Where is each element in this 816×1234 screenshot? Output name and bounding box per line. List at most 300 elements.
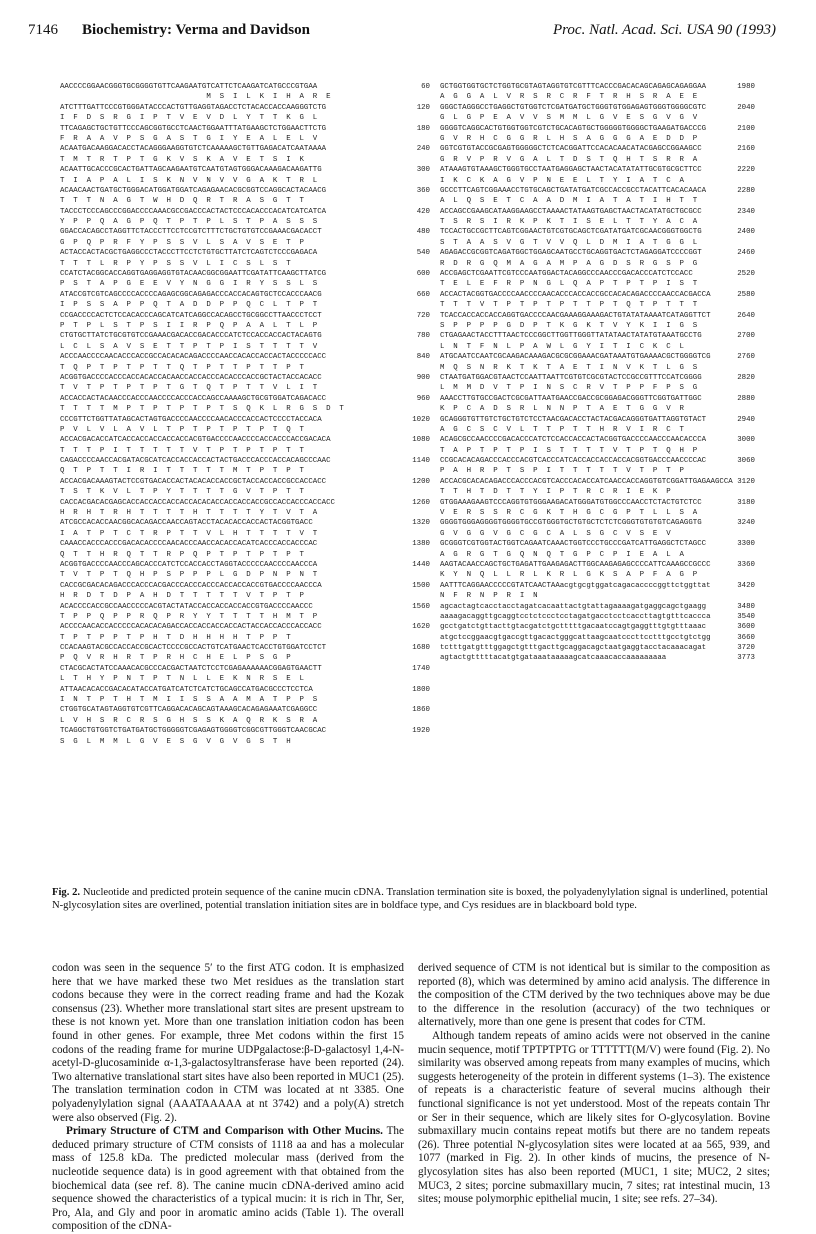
sequence-row [60,705,430,715]
sequence-text: ACAGCGCCAACCCCGACACCCATCTCCACCACCACTACGGTGACCCCAACCCAACACCCA [440,436,707,445]
sequence-text: CCACAAGTACGCCACCACCGCACTCCCCGCCACTGTCATGAACTCACCTGTGGATCCTCT [60,644,327,653]
sequence-row [440,300,755,310]
paragraph: codon was seen in the sequence 5′ to the first ATG codon. It is emphasized here that we have marked these two Met residues as the translation start codons because they were in the correct reading frame and had the Kozak consensus (23). Whether more translational start sites are present upstream to these is not known yet. More than one translation initiation codon has been found in other genes. For example, three Met codons within the first 15 codons of the reading frame for murine UDPgalactose:β-D-galactosyl 1,4-N-acetyl-D-glucosaminide α-1,3-galactosyltransferase have been reported (24). Two alternative translational start sites have also been reported in MUC1 (25). The translation termination codon in CTM was located at nt 3385. One polyadenylylation signal (AAATAAAAA at nt 3742) and a poly(A) stretch were also observed (Fig. 2). [52,962,404,1124]
section-heading: Primary Structure of CTM and Comparison with Other Mucins. [66,1125,383,1138]
sequence-row [440,155,755,165]
sequence-row [440,331,755,341]
sequence-text: ACCACCACTACAACCCACCCAACCCCACCCACCAGCCAAAAGCTGCGTGGATCAGACACC [60,394,327,403]
position-number: 2400 [737,228,755,237]
sequence-text: P V L V L A V L T P T P T P T P T Q T [60,425,304,434]
sequence-row [60,622,430,632]
sequence-text: A G G A L V R S R C R F T R H S R A E E [440,93,698,102]
sequence-row [440,570,755,580]
sequence-row [440,487,755,497]
sequence-text: T E L E F R P N G L Q A P T P T P I S T [440,280,698,289]
sequence-text: T T T L R P Y P S S V L I C S L S T [60,259,291,268]
sequence-row [60,383,430,393]
sequence-row [60,363,430,373]
sequence-text: ATCGCCACACCAACGGCACAGACCAACCAGTACCTACACACCACCACTACGGTGACC [60,519,313,528]
sequence-row [60,508,430,518]
sequence-row [60,581,430,591]
sequence-text: M S I L K I H A R E [60,93,331,102]
sequence-text: TTCAGAGCTGCTGTTCCCAGCGGTGCCTCAACTGGAATTTATGAAGCTCTGGAACTTCTG [60,124,327,133]
running-title: Biochemistry: Verma and Davidson [82,22,310,38]
sequence-row [440,415,755,425]
sequence-row [440,373,755,383]
sequence-row [440,196,755,206]
sequence-row [60,155,430,165]
sequence-row [440,508,755,518]
sequence-row [440,227,755,237]
sequence-text: T P T P P T P H T D H H H H T P P T [60,633,291,642]
position-number: 1800 [412,685,430,694]
sequence-row [60,643,430,653]
sequence-row [440,279,755,289]
sequence-text: ACTACCACTACGCTGAGGCCCTACCCTTCCTCTGTGCTTATCTCAGTCTCCCGAGACA [60,249,318,258]
sequence-text: GGTCGTGTACCGCGAGTGGGGGCTCTCACGGATTCCACACAACATACGAGCCGGAAGCC [440,145,702,154]
sequence-text: GGGCTAGGGCCTGAGGCTGTGGTCTCGATGATGCTGGGTGTGGAGAGTGGGTGGGGCGTC [440,103,707,112]
sequence-text: CCATCTACGGCACCAGGTGAGGAGGTGTACAACGGCGGAATTCGATATTCAAGCTTATCG [60,270,327,279]
sequence-text: AACCCCGGAACGGGTGCGGGGTGTTCAAGAATGTCATTCTCAAGATCATGCCCGTGAA [60,83,318,91]
sequence-text: TCACCACCACCACCAGGTGACCCCAACGAAAGGAAAGACTGTATATAAAATCATAGGTTCT [440,311,711,320]
sequence-text: GGGGTCAGGCACTGTGGTGGTCGTCTGCACAGTGCTGGGGGTGGGGCTGAAGATGACCCG [440,124,707,133]
page-header [28,22,776,42]
sequence-text: AAACCTTGTGCCGACTCGCGATTAATGAACCGACCGCGGAGACGGGTTCGGTGATTGGC [440,394,702,403]
position-number: 2280 [737,186,755,195]
sequence-row [60,425,430,435]
sequence-row [60,653,430,663]
paragraph: derived sequence of CTM is not identical but is similar to the composition as reported (8), which was determined by amino acid analysis. The difference in the composition of the CTM derived by the two techniques above may be due to the difference in the resolution (accuracy) of the two techniques or alternatively, more than one gene is present that codes for CTM. [418,962,770,1029]
sequence-text: L T H Y P N T P T N L L E K N R S E L [60,675,304,684]
position-number: 3540 [737,612,755,621]
sequence-row [440,550,755,560]
sequence-text: agtactgtttttacatgtgataaataaaaagcatcaaacaccaaaaaaaaa [440,654,667,663]
sequence-row [60,591,430,601]
sequence-text: A G C S C V L T T P T T H R V I R C T [440,425,684,434]
sequence-row [440,248,755,258]
sequence-text: A G R G T G Q N Q T G P C P I E A L A [440,550,684,559]
sequence-text: T I A P A L I S K N V N V V G A K T R L [60,176,318,185]
position-number: 1020 [412,415,430,424]
position-number: 180 [416,124,430,133]
sequence-row [60,726,430,736]
position-number: 1560 [412,602,430,611]
sequence-text: H R H T R H T T T T H T T T T Y T V T A [60,509,318,518]
sequence-row [440,176,755,186]
sequence-text: ATCTTTGATTCCCGTGGGATACCCACTGTTGAGGTAGACCTCTACACCACCAAGGGTCTG [60,103,327,112]
sequence-row [60,466,430,476]
sequence-text: S G L M M L G V E S G V G V G S T H [60,737,291,746]
sequence-row [440,217,755,227]
sequence-row [60,269,430,279]
position-number: 1980 [737,83,755,91]
sequence-row [60,124,430,134]
sequence-text: TACCCTCCCAGCCCGGACCCCAAACGCCGACCCACTACTCCCACACCCACATCATCATCA [60,207,327,216]
sequence-row [60,290,430,300]
position-number: 1860 [412,706,430,715]
sequence-row [60,539,430,549]
position-number: 3060 [737,457,755,466]
sequence-text: GCGGGTCGTGGTACTGGTCAGAATCAAACTGGTCCCTGCCCGATCATTGAGGCTCTAGCC [440,540,707,549]
sequence-row [60,602,430,612]
sequence-text: T S T K V L T P Y T T T T G V T P T T [60,488,304,497]
sequence-row [60,612,430,622]
position-number: 720 [416,311,430,320]
sequence-text: V E R S S R C G K T H G C G P T L L S A [440,509,698,518]
sequence-text: T V T P T Q H P S P P P L G D P N P N T [60,571,318,580]
sequence-text: T T H T D T T Y I P T R C R I E K P [440,488,671,497]
sequence-text: P A H R P T S P I T T T T T V T P T P [440,467,684,476]
sequence-row [60,134,430,144]
sequence-text: S P P P P G D P T K G K T V Y K I I G S [440,321,698,330]
sequence-row [440,238,755,248]
sequence-row [440,352,755,362]
sequence-text: ACGGTGACCCCACCCACCACACCACAACCACCACCCACACCCACCGCTACTACCACACC [60,373,322,382]
sequence-text: T T T N A G T W H D Q R T R A S G T T [60,197,304,206]
sequence-row [440,435,755,445]
sequence-text: G V R H C G G R L H S A G G G A E D D P [440,134,698,143]
position-number: 3300 [737,540,755,549]
sequence-row [60,217,430,227]
sequence-text: AAGTACAACCAGCTGCTGAGATTGAAGAGACTTGGCAAGAGAGCCCCATTCAAAGCCGCCC [440,560,711,569]
sequence-text: ACCCCAACACCACCCCCACACACAGACCACCACCACCACCACTACCACCACCCACCACC [60,623,322,632]
sequence-row [440,269,755,279]
sequence-row [60,685,430,695]
sequence-text: CTAATGATGGACGTAACTCCAATTAATTCGTGTCGCGTACTCCGCCGTTTCCATCGGGG [440,373,702,382]
sequence-text: F R A A V P S G A S T G I Y E A L E L V [60,134,318,143]
sequence-text: CAGACCCCAACCACGATACGCATCACCACCACCACTACTGACCCACCCACCACAGCCCAAC [60,457,331,466]
sequence-row [60,311,430,321]
sequence-row [60,113,430,123]
sequence-text: CCGCACACAGACCCACCCACGTCACCCATCACCACCACCACCACGGTGACCCAACCCCAC [440,457,707,466]
sequence-row [440,446,755,456]
sequence-row [440,425,755,435]
sequence-text: gcctgatctgttacttgtacgatctgctttttgacaatccagtgaggtttgtgtttaaac [440,623,707,632]
sequence-text: K P C A D S R L N N P T A E T G G V R [440,405,684,414]
sequence-text: tctttgatgtttggagctgtttgacttgcaggacagctaatgaggtacctacaaacagat [440,644,707,653]
sequence-text: CTGGTGCATAGTAGGTGTCGTTCAGGACACAGCAGTAAAGCACAGAGAAATCGAGGCC [60,706,318,715]
sequence-text: ACACCCCACCGCCAACCCCCACGTACTATACCACCACCACCACCGTGACCCCAACCC [60,602,313,611]
position-number: 300 [416,166,430,175]
position-number: 420 [416,207,430,216]
sequence-text: aaaagacaggttgcaggtcctctccctcctagatgacctcctcaccttagtgtttcaccca [440,612,711,621]
sequence-row [440,363,755,373]
sequence-row [60,550,430,560]
position-number: 3720 [737,644,755,653]
body-column-right [418,962,770,1207]
paragraph: Although tandem repeats of amino acids were not observed in the canine mucin sequence, motif TPTPTPTG or TTTTTT(M/V) were found (Fig. 2). No similarity was observed among repeats from many examples of mucins, which suggests heterogeneity of the protein in different systems (1–3). The existence of repeats is a characteristic feature of several mucins although their functional significance is not yet understood. Most of the repeats contain Thr or Ser in their sequence, which are likely sites for O-glycosylation. Bovine submaxillary mucin contains repeat motifs but there are no tandem repeats (26). Three potential N-glycosylation sites were located at aa 565, 939, and 1077 (marked in Fig. 2). In other kinds of mucins, the presence of N-glycosylation sites has also been reported (MUC1, 1 site; MUC2, 2 sites; MUC3, 2 sites; porcine submaxillary mucin, 7 sites; rat intestinal mucin, 13 sites; mouse polymorphic epithelial mucin, 1 site; see refs. 27–34). [418,1029,770,1206]
position-number: 3180 [737,498,755,507]
position-number: 3360 [737,560,755,569]
sequence-row [60,570,430,580]
sequence-text: ACCGAGCTCGAATTCGTCCCAATGGACTACAGGCCCAACCCGACACCCATCTCCACC [440,270,693,279]
sequence-text: L V H S R C R S G H S S K A Q R K S R A [60,716,318,725]
sequence-text: GGGGTGGGAGGGGTGGGGTGCCGTGGGTGCTGTGCTCTCTCGGGTGTGTGTCAGAGGTG [440,519,702,528]
sequence-row [440,134,755,144]
sequence-row [60,186,430,196]
sequence-text: I F D S R G I P T V E V D L Y T T K G L [60,114,318,123]
sequence-text: CACCACGACACGAGCACCACCACCACCACCACACACCACCACCACCGCCACCACCCACCACC [60,498,335,507]
sequence-row [60,498,430,508]
sequence-text: Q T T H R Q T T R P Q P T P T P T P T [60,550,304,559]
position-number: 1500 [412,581,430,590]
sequence-row [60,664,430,674]
sequence-text: H R D T D P A H D T T T T T V T P T P [60,592,304,601]
sequence-text: L C L S A V S E T T P T P I S T T T T V [60,342,318,351]
sequence-text: atgctccggaacgtgaccgttgacactgggcattaagcaatcccttcctttgcctgtctgg [440,633,711,642]
sequence-row [440,165,755,175]
sequence-text: ACCACGACAAAGTACTCCGTGACACCACTACACACCACCGCTACCACCACCGCCACCACC [60,477,327,486]
sequence-text: ATGCAATCCAATCGCAAGACAAAGACGCGCGGAAACGATAAATGTGAAAACGCTGGGGTCG [440,353,711,362]
sequence-row [440,477,755,487]
sequence-row [60,300,430,310]
position-number: 240 [416,145,430,154]
sequence-text: S T A A S V G T V V Q L D M I A T G G L [440,238,698,247]
sequence-row [60,176,430,186]
position-number: 540 [416,249,430,258]
sequence-row [60,165,430,175]
sequence-text: ATAAAGTGTAAAGCTGGGTGCCTAATGAGGAGCTAACTACATATATTGCGTGCGCTTCC [440,166,702,175]
position-number: 2220 [737,166,755,175]
sequence-text: T A P T P T P I S T T T T V T P T Q H P [440,446,698,455]
position-number: 3660 [737,633,755,642]
sequence-text: AATTTCAGGAACCCCCGTATCAACTAAacgtgcgtggatcagacaccccggttctggttat [440,581,711,590]
sequence-text: AGAGACCGCGGTCAGATGGCTGGAGCAATGCCTGCAGGTGACTCTAGAGGATCCCCGGT [440,249,702,258]
sequence-text: L M M D V T P I N S C R V T P P F P S G [440,384,698,393]
sequence-text: I A T P T C T R P T T V L H T T T T V T [60,529,318,538]
sequence-text: CACCGCGACACAGACCCACCCACGACCCACCCACCCACCACCACCGTGACCCCAACCCA [60,581,322,590]
sequence-row [60,227,430,237]
sequence-text: P T P L S T P S I I R P Q P A A L T L P [60,321,318,330]
position-number: 2820 [737,373,755,382]
sequence-row [60,415,430,425]
sequence-text: ACAATGACAAGGACACCTACAGGGAAGGTGTCTCAAAAAGCTGTTGAGACATCAATAAAA [60,145,327,154]
sequence-row [440,92,755,102]
sequence-row [60,82,430,92]
position-number: 3000 [737,436,755,445]
sequence-row [60,695,430,705]
sequence-row [440,539,755,549]
sequence-row [60,716,430,726]
sequence-text: ACCCAACCCCAACACCCACCGCCACACACAGACCCCAACCACACCACCACTACCCCCACC [60,353,327,362]
position-number: 780 [416,332,430,341]
position-number: 2460 [737,249,755,258]
position-number: 2520 [737,270,755,279]
sequence-row [440,259,755,269]
sequence-text: GCTGGTGGTGCTCTGGTGCGTAGTAGGTGTCGTTTCACCCGACACAGCAGAGCAGAGGAA [440,83,707,91]
sequence-text: Y P P Q A G P Q T P T P L S T P A S S S [60,218,318,227]
sequence-row [60,103,430,113]
sequence-row [60,404,430,414]
position-number: 2580 [737,290,755,299]
sequence-row [440,113,755,123]
position-number: 1920 [412,727,430,736]
sequence-row [60,487,430,497]
sequence-column-right [440,82,755,664]
position-number: 960 [416,394,430,403]
sequence-text: N F R N P R I N [440,592,538,601]
sequence-row [440,404,755,414]
position-number: 3240 [737,519,755,528]
sequence-row [60,238,430,248]
sequence-row [60,144,430,154]
sequence-text: CCGACCCCACTCTCCACACCCAGCATCATCAGGCCACAGCCTGCGGCCTTAACCCTCCT [60,311,322,320]
position-number: 1080 [412,436,430,445]
position-number: 1140 [412,457,430,466]
sequence-row [440,186,755,196]
sequence-text: GTGGAAAGAAGTCCCAGGTGTGGGAAGACATGGGATGTGGCCCAACCTCTACTGTCTCC [440,498,702,507]
sequence-text: ACAACAACTGATGCTGGGACATGGATGGATCAGAGAACACGCGGTCCAGGCACTACAACG [60,186,327,195]
position-number: 1440 [412,560,430,569]
sequence-text: ACAATTGCACCCGCACTGATTAGCAAGAATGTCAATGTAGTGGGACAAAGACAAGATTG [60,166,322,175]
position-number: 1680 [412,644,430,653]
sequence-row [440,207,755,217]
sequence-row [60,456,430,466]
sequence-text: Q T P T T I R I T T T T T M T P T P T [60,467,304,476]
sequence-text: T T T T M P T P T P T P T S Q K L R G S D T [60,405,344,414]
sequence-row [60,279,430,289]
caption-label: Fig. 2. [52,887,81,898]
position-number: 2100 [737,124,755,133]
position-number: 660 [416,290,430,299]
sequence-row [440,456,755,466]
sequence-text: G P Q P R F Y P S S V L S A V S E T P [60,238,304,247]
sequence-row [440,82,755,92]
sequence-text: GCCCTTCAGTCGGAAACCTGTGCAGCTGATATGATCGCCACCGCCTACATTCACACAACA [440,186,707,195]
position-number: 1260 [412,498,430,507]
sequence-row [440,311,755,321]
sequence-row [60,321,430,331]
sequence-row [60,674,430,684]
sequence-text: GGACCACAGCCTAGGTTCTACCCTTCCTCCGTCTTTCTGCTGTGTCCGAAACGACACCT [60,228,322,237]
sequence-text: agcactagtcacctacctagatcacaattactgtattagaaaagatgaggcagctgaagg [440,602,707,611]
position-number: 2700 [737,332,755,341]
sequence-text: P S T A P G E E V Y N G G I R Y S S L S [60,280,318,289]
sequence-text: R D R G Q M A G A M P A G D S R G S P G [440,259,698,268]
sequence-row [440,466,755,476]
sequence-row [440,560,755,570]
position-number: 900 [416,373,430,382]
sequence-text: T T T P I T T T T T V T P T P T P T T [60,446,304,455]
sequence-row [60,196,430,206]
sequence-row [440,290,755,300]
position-number: 2040 [737,103,755,112]
sequence-text: CAAACCACCCACCCGACACACCCCAACACCCAACCACACCACATCACCCACCACCCAC [60,540,318,549]
position-number: 2940 [737,415,755,424]
sequence-text: ATACCGTCGTCAGCCCCACCCCAGAGCGGCAGAGACCCACCACAGTGCTCCACCCAACG [60,290,322,299]
figure-caption [52,886,768,912]
sequence-row [440,321,755,331]
sequence-row [440,383,755,393]
sequence-row [440,622,755,632]
sequence-text: TCCACTGCCGCTTCAGTCGGAACTGTCGTGCAGCTCGATATGATCGCAACGGGTGGCTG [440,228,702,237]
sequence-row [440,529,755,539]
position-number: 3480 [737,602,755,611]
position-number: 1380 [412,540,430,549]
position-number: 3420 [737,581,755,590]
sequence-text: T S R S I R K P K T I S E L T T Y A C A [440,218,698,227]
sequence-row [440,342,755,352]
position-number: 60 [421,83,430,91]
position-number: 120 [416,103,430,112]
sequence-row [60,737,430,747]
journal-citation: Proc. Natl. Acad. Sci. USA 90 (1993) [552,22,776,38]
position-number: 2760 [737,353,755,362]
position-number: 2340 [737,207,755,216]
sequence-text: A L Q S E T C A A D M I A T A T I H T T [440,197,698,206]
sequence-text: ACCAGCCGAAGCATAAGGAAGCCTAAAACTATAAGTGAGCTAACTACATATGCTGCGCC [440,207,702,216]
sequence-column-left [60,82,430,747]
page-number: 7146 [28,22,58,38]
sequence-row [440,144,755,154]
sequence-text: G L G P E A V V S M M L G V E S G V G V [440,114,698,123]
sequence-row [60,352,430,362]
sequence-text: P Q V R H R T P R H C H E L P S G P [60,654,291,663]
sequence-text: L N T F N L P A W L G Y I T I C K C L [440,342,684,351]
sequence-row [60,435,430,445]
sequence-text: T V T P T P T P T G T Q T P T T V L I T [60,384,318,393]
sequence-text: M Q S N R K T K T A E T I N V K T L G S [440,363,698,372]
sequence-row [60,331,430,341]
sequence-row [440,103,755,113]
sequence-text: I K C K A G V P N E E L T Y I A T C A [440,176,684,185]
sequence-row [440,633,755,643]
sequence-text: ATTAACACACCGACACATACCATGATCATCTCATCTGCAGCCATGACGCCCTCCTCA [60,685,313,694]
position-number: 3773 [737,654,755,663]
sequence-text: GCAGGGTGTTGTCTGCTGTCTCCTAACGACACCTACTACGACAGGGTGATTAGGTGTACT [440,415,707,424]
sequence-row [440,643,755,653]
sequence-text: K Y N Q L L R L K R L G K S A P F A G P [440,571,698,580]
sequence-text: CTACGCACTATCCAAACACGCCCACGACTAATCTCCTCGAGAAAAAACGGAGTGAACTT [60,664,322,673]
position-number: 600 [416,270,430,279]
sequence-row [440,602,755,612]
sequence-text: ACCACGACACCATCACCACCACCACCACCACGTGACCCCAACCCCACCACCCACCGACACA [60,436,331,445]
sequence-text: TCAGGCTGTGGTCTGATGATGCTGGGGGTCGAGAGTGGGGTCGGCGTTGGGTCAACGCAC [60,727,327,736]
sequence-row [60,477,430,487]
sequence-text: T Q P T P T P T T Q T P T T P T T P T [60,363,304,372]
position-number: 1320 [412,519,430,528]
sequence-row [60,248,430,258]
sequence-text: CTGTGCTTATCTGCGTGTCCGAAACGACACCGACACCCATCTCCACCACCACTACAGTG [60,332,322,341]
position-number: 480 [416,228,430,237]
sequence-row [440,653,755,663]
sequence-text: T T T V T P T P T P T T P T Q T P T T T [440,301,698,310]
sequence-text: G V G G V G C G C A L S G C V S E V [440,529,671,538]
sequence-row [60,373,430,383]
position-number: 2880 [737,394,755,403]
sequence-row [440,124,755,134]
sequence-row [60,633,430,643]
sequence-row [60,342,430,352]
sequence-row [60,518,430,528]
position-number: 3120 [737,477,755,486]
sequence-row [60,259,430,269]
paragraph: The deduced primary structure of CTM consists of 1118 aa and has a molecular mass of 125.8 kDa. The predicted molecular mass (derived from the nucleotide sequence data) is in good agreement with that obtained from the biochemical data (see ref. 8). The canine mucin cDNA-derived amino acid sequence showed the characteristics of a typical mucin: it is rich in Thr, Ser, Pro, Ala, and Gly and poor in aromatic amino acids (Table 1). The overall composition of the cDNA- [52,1125,404,1233]
sequence-text: T P P Q P P R Q P R Y Y T T T T H M T P [60,612,318,621]
sequence-text: ACCACTACGGTGACCCCAACCCCAACACCCACCACCGCCACACAGACCCCAACCACGACCA [440,290,711,299]
sequence-row [60,560,430,570]
position-number: 2640 [737,311,755,320]
sequence-row [440,581,755,591]
position-number: 1200 [412,477,430,486]
sequence-text: G R V P R V G A L T D S T Q H T S R R A [440,155,698,164]
sequence-row [60,207,430,217]
caption-text: Nucleotide and predicted protein sequence of the canine mucin cDNA. Translation termination site is boxed, the polyadenylylation signal is underlined, potential N-glycosylation sites are overlined, potential translation initiation sites are in boldface type, and Cys residues are in blackboard bold type. [52,887,768,911]
position-number: 3600 [737,623,755,632]
sequence-row [440,518,755,528]
sequence-row [60,394,430,404]
sequence-text: I N T P T H T M I I S S A A M A T P P S [60,696,318,705]
